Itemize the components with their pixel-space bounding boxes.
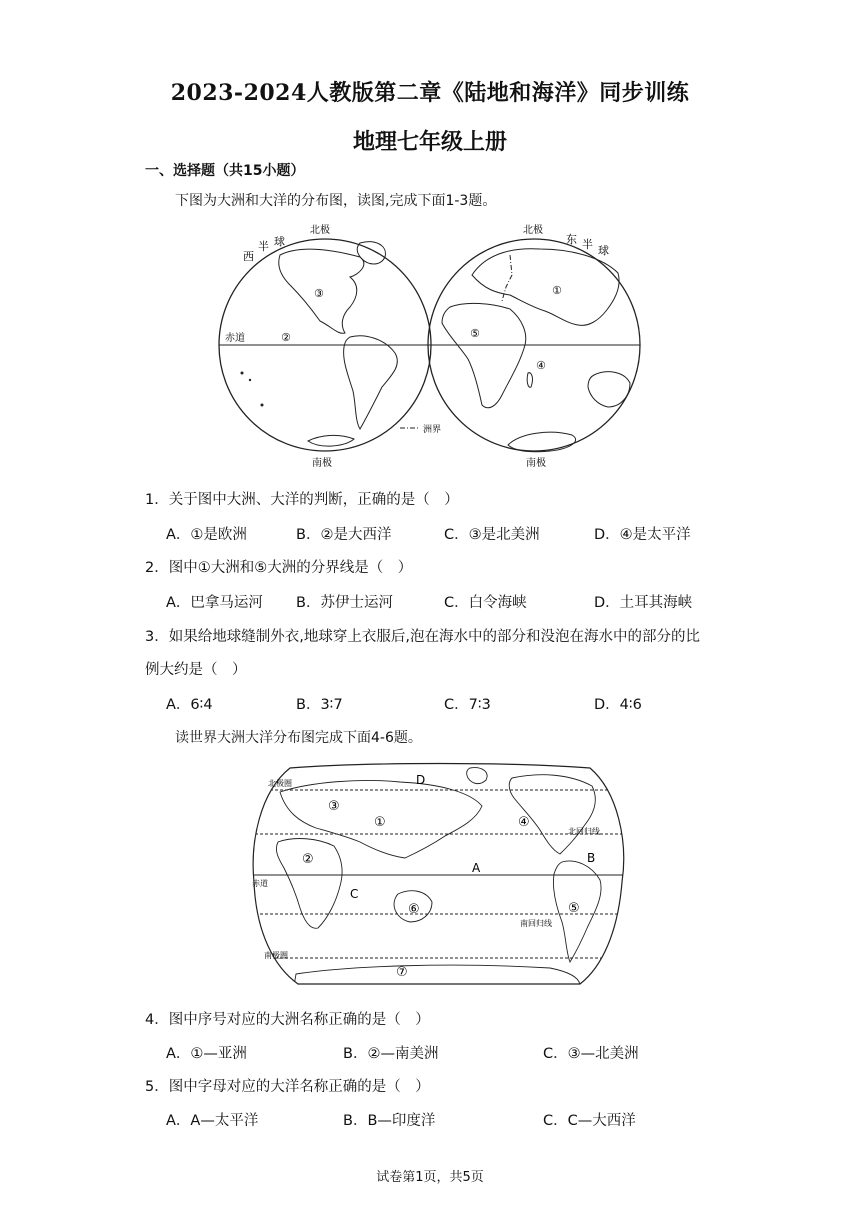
south-pole-label-east: 南极	[526, 458, 546, 469]
map2-marker-6: ⑥	[408, 902, 420, 917]
q5-option-c[interactable]: C．C—大西洋	[543, 1113, 636, 1129]
q1-option-c[interactable]: C．③是北美洲	[444, 527, 540, 543]
map2-marker-2: ②	[302, 852, 314, 867]
antarctic-circle-label: 南极圈	[264, 951, 288, 960]
question-3: 3．如果给地球缝制外衣,地球穿上衣服后,泡在海水中的部分和没泡在海水中的部分的比	[145, 629, 700, 645]
q4-option-b[interactable]: B．②—南美洲	[343, 1046, 439, 1062]
map2-letter-a: A	[472, 861, 481, 875]
marker-5: ⑤	[470, 327, 480, 340]
map2-marker-7: ⑦	[396, 965, 408, 980]
page-footer: 试卷第1页，共5页	[376, 1170, 484, 1185]
intro-4-6: 读世界大洲大洋分布图完成下面4-6题。	[175, 730, 422, 746]
q4-option-c[interactable]: C．③—北美洲	[543, 1046, 639, 1062]
marker-4: ④	[536, 359, 546, 372]
question-4: 4．图中序号对应的大洲名称正确的是（ ）	[145, 1012, 430, 1028]
q2-option-a[interactable]: A．巴拿马运河	[166, 595, 263, 611]
title-line-2: 地理七年级上册	[352, 129, 507, 155]
east-hemisphere-char-1: 东	[566, 233, 577, 246]
south-pole-label-west: 南极	[312, 458, 332, 469]
marker-1: ①	[552, 284, 562, 297]
q2-option-b[interactable]: B．苏伊士运河	[296, 595, 393, 611]
q2-option-c[interactable]: C．白令海峡	[444, 595, 527, 611]
q3-option-c[interactable]: C．7∶3	[444, 697, 491, 713]
question-1: 1．关于图中大洲、大洋的判断，正确的是（ ）	[145, 492, 459, 508]
west-hemisphere-char-3: 球	[274, 235, 285, 248]
q2-option-d[interactable]: D．土耳其海峡	[594, 595, 693, 611]
boundary-legend: 洲界	[423, 425, 442, 435]
arctic-circle-label: 北极圈	[268, 779, 292, 788]
q5-option-b[interactable]: B．B—印度洋	[343, 1113, 436, 1129]
question-5: 5．图中字母对应的大洋名称正确的是（ ）	[145, 1079, 430, 1095]
q3-option-b[interactable]: B．3∶7	[296, 697, 343, 713]
question-3-line-2: 例大约是（ ）	[145, 662, 247, 678]
q5-option-a[interactable]: A．A—太平洋	[166, 1113, 259, 1129]
q3-option-a[interactable]: A．6∶4	[166, 697, 213, 713]
intro-1-3: 下图为大洲和大洋的分布图，读图,完成下面1-3题。	[175, 193, 497, 209]
world-map	[250, 762, 628, 988]
q1-option-a[interactable]: A．①是欧洲	[166, 527, 247, 543]
equator-label-2: 赤道	[252, 879, 268, 888]
north-pole-label-west: 北极	[310, 225, 330, 236]
hemisphere-map	[210, 215, 660, 475]
map2-letter-b: B	[587, 851, 596, 865]
map2-marker-4: ④	[518, 815, 530, 830]
east-hemisphere-char-3: 球	[598, 244, 609, 257]
q4-option-a[interactable]: A．①—亚洲	[166, 1046, 247, 1062]
q3-option-d[interactable]: D．4∶6	[594, 697, 642, 713]
map2-marker-5: ⑤	[568, 901, 580, 916]
section-heading: 一、选择题（共15小题）	[145, 163, 305, 179]
north-pole-label-east: 北极	[523, 225, 543, 236]
marker-3: ③	[314, 287, 324, 300]
q1-option-d[interactable]: D．④是太平洋	[594, 527, 691, 543]
marker-2: ②	[281, 331, 291, 344]
east-hemisphere-char-2: 半	[582, 238, 593, 251]
q1-option-b[interactable]: B．②是大西洋	[296, 527, 392, 543]
map2-letter-d: D	[416, 773, 426, 787]
tropic-capricorn-label: 南回归线	[520, 919, 552, 928]
question-2: 2．图中①大洲和⑤大洲的分界线是（ ）	[145, 560, 413, 576]
title-line-1: 2023-2024人教版第二章《陆地和海洋》同步训练	[170, 80, 690, 106]
map2-marker-1: ①	[374, 815, 386, 830]
map2-letter-c: C	[350, 887, 359, 901]
equator-label-1: 赤道	[225, 333, 245, 344]
west-hemisphere-char-1: 西	[243, 250, 254, 263]
map2-marker-3: ③	[328, 799, 340, 814]
tropic-cancer-label: 北回归线	[568, 827, 600, 836]
west-hemisphere-char-2: 半	[258, 240, 269, 253]
